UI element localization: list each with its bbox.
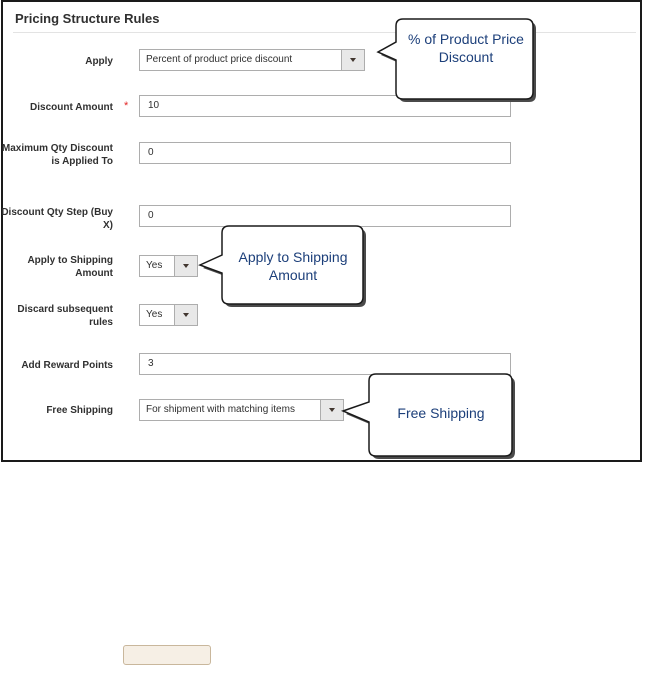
required-asterisk: * (124, 100, 129, 112)
chevron-down-icon[interactable] (320, 400, 343, 420)
reward-points-label: Add Reward Points (21, 360, 113, 371)
chevron-down-icon[interactable] (341, 50, 364, 70)
section-divider (13, 32, 636, 33)
free-shipping-value: For shipment with matching items (146, 404, 295, 415)
discard-rules-select[interactable] (139, 304, 198, 326)
chevron-down-icon[interactable] (174, 305, 197, 325)
reward-points-input[interactable]: 3 (139, 353, 511, 375)
discount-amount-label: Discount Amount (30, 102, 113, 113)
apply-shipping-select[interactable] (139, 255, 198, 277)
free-shipping-select[interactable] (139, 399, 344, 421)
apply-shipping-value: Yes (146, 260, 163, 271)
discount-amount-input[interactable]: 10 (139, 95, 511, 117)
qty-step-input[interactable]: 0 (139, 205, 511, 227)
apply-shipping-label: Apply to Shipping Amount (27, 255, 113, 279)
max-qty-label: Maximum Qty Discount is Applied To (1, 143, 113, 167)
action-button[interactable] (123, 645, 211, 665)
free-shipping-label: Free Shipping (46, 405, 113, 416)
qty-step-label: Discount Qty Step (Buy X) (1, 207, 113, 231)
section-title: Pricing Structure Rules (15, 11, 160, 26)
discard-rules-value: Yes (146, 309, 163, 320)
apply-select[interactable] (139, 49, 365, 71)
callout-product-price-text: % of Product Price Discount (408, 31, 524, 65)
callout-free-shipping-text: Free Shipping (397, 405, 485, 421)
callout-free-shipping (341, 370, 519, 460)
apply-select-value: Percent of product price discount (146, 54, 293, 65)
max-qty-input[interactable]: 0 (139, 142, 511, 164)
apply-label: Apply (85, 56, 113, 67)
callout-product-price-discount (376, 14, 541, 102)
callout-apply-shipping (198, 221, 368, 309)
callout-apply-shipping-text: Apply to Shipping Amount (238, 249, 348, 283)
discard-rules-label: Discard subsequent rules (17, 304, 113, 328)
chevron-down-icon[interactable] (174, 256, 197, 276)
